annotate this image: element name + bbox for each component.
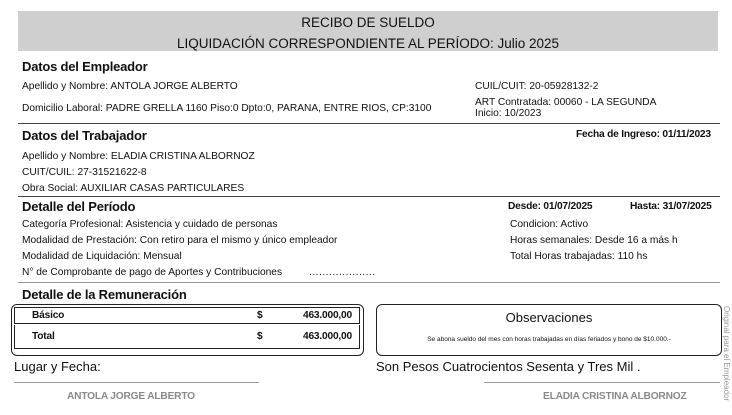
signature-line-trabajador [484, 382, 720, 383]
firma-empleador: ANTOLA JORGE ALBERTO [67, 391, 195, 402]
section-title-remuneracion: Detalle de la Remuneración [22, 287, 187, 302]
empleador-cuit: CUIL/CUIT: 20-05928132-2 [475, 81, 599, 92]
receipt-title: RECIBO DE SUELDO [301, 15, 435, 30]
divider [18, 123, 720, 124]
son-pesos: Son Pesos Cuatrocientos Sesenta y Tres Mil . [376, 359, 641, 374]
periodo-horas-semanales: Horas semanales: Desde 16 a más h [510, 235, 678, 246]
section-title-empleador: Datos del Empleador [22, 59, 148, 74]
section-title-trabajador: Datos del Trabajador [22, 128, 147, 143]
remuneracion-currency-basico: $ [257, 310, 263, 321]
firma-trabajador: ELADIA CRISTINA ALBORNOZ [543, 391, 687, 402]
trabajador-cuit: CUIT/CUIL: 27-31521622-8 [22, 167, 147, 178]
remuneracion-amount-total: 463.000,00 [303, 331, 352, 342]
remuneracion-label-basico: Básico [32, 310, 65, 321]
observaciones-text: Se abona sueldo del mes con horas trabajadas en días feriados y bono de $10.000.- [427, 336, 671, 343]
periodo-condicion: Condicion: Activo [510, 219, 589, 230]
periodo-modalidad-liquidacion: Modalidad de Liquidación: Mensual [22, 251, 182, 262]
trabajador-obra-social: Obra Social: AUXILIAR CASAS PARTICULARES [22, 183, 245, 194]
divider [18, 282, 720, 283]
periodo-comprobante-dots: .................... [309, 267, 376, 278]
section-title-periodo: Detalle del Período [22, 199, 136, 214]
periodo-total-horas: Total Horas trabajadas: 110 hs [510, 251, 648, 262]
trabajador-fecha-ingreso: Fecha de Ingreso: 01/11/2023 [576, 129, 711, 140]
receipt-period-title: LIQUIDACIÓN CORRESPONDIENTE AL PERÍODO: Julio 2025 [176, 36, 560, 51]
periodo-desde: Desde: 01/07/2025 [508, 201, 593, 212]
periodo-comprobante: N° de Comprobante de pago de Aportes y Contribuciones [22, 267, 283, 278]
trabajador-nombre: Apellido y Nombre: ELADIA CRISTINA ALBORNOZ [22, 151, 255, 162]
empleador-art: ART Contratada: 00060 - LA SEGUNDA [475, 97, 657, 108]
vertical-copy-note: Original para el Empleador [722, 306, 731, 402]
signature-line-empleador [14, 382, 259, 383]
periodo-modalidad-prestacion: Modalidad de Prestación: Con retiro para el mismo y único empleador [22, 235, 338, 246]
remuneracion-label-total: Total [32, 331, 55, 342]
remuneracion-currency-total: $ [257, 331, 263, 342]
periodo-hasta: Hasta: 31/07/2025 [630, 201, 712, 212]
observaciones-title: Observaciones [505, 310, 593, 325]
receipt-header [18, 11, 718, 51]
empleador-nombre: Apellido y Nombre: ANTOLA JORGE ALBERTO [22, 81, 238, 92]
divider [18, 196, 720, 197]
lugar-fecha: Lugar y Fecha: [14, 359, 101, 374]
remuneracion-amount-basico: 463.000,00 [303, 310, 352, 321]
empleador-domicilio: Domicilio Laboral: PADRE GRELLA 1160 Piso:0 Dpto:0, PARANA, ENTRE RIOS, CP:3100 [22, 103, 432, 114]
periodo-categoria: Categoría Profesional: Asistencia y cuidado de personas [22, 219, 278, 230]
empleador-inicio: Inicio: 10/2023 [475, 108, 542, 119]
